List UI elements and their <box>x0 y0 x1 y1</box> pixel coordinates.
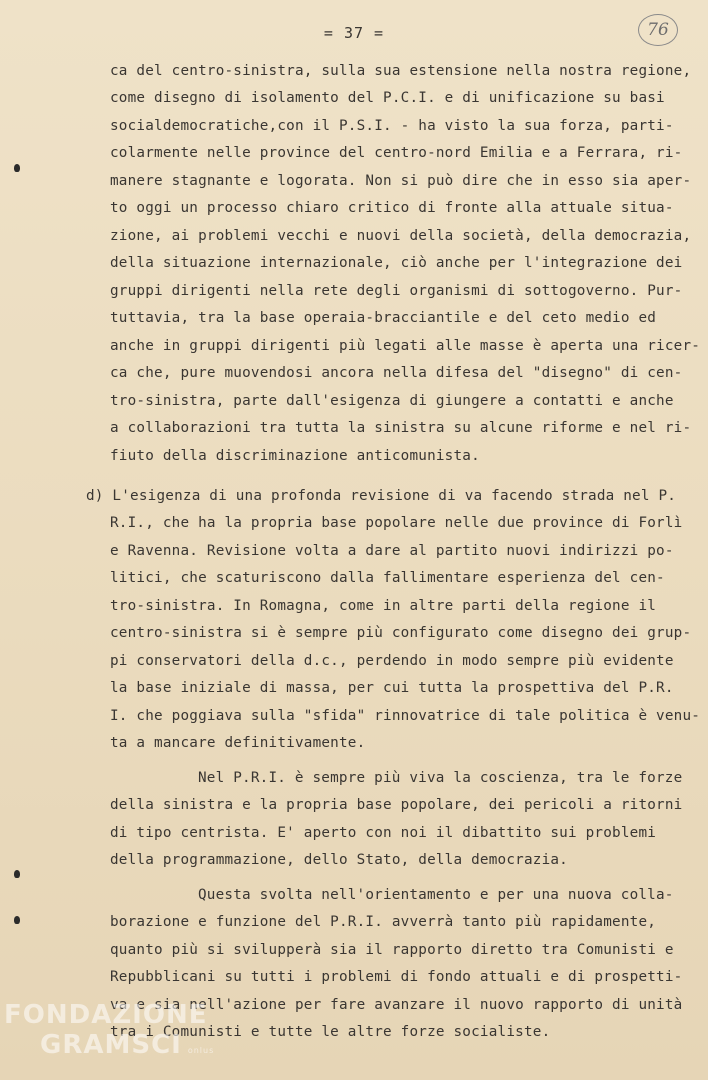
text-line: anche in gruppi dirigenti più legati alle masse è aperta una ricer- <box>110 338 701 354</box>
text-line: d) L'esigenza di una profonda revisione di va facendo strada nel P. <box>86 488 677 504</box>
text-line: borazione e funzione del P.R.I. avverrà tanto più rapidamente, <box>110 914 657 930</box>
text-line: centro-sinistra si è sempre più configurato come disegno dei grup- <box>110 625 692 641</box>
page-number: = 37 = <box>323 24 385 42</box>
text-line: Repubblicani su tutti i problemi di fondo attuali e di prospetti- <box>110 969 683 985</box>
text-line: ca che, pure muovendosi ancora nella difesa del "disegno" di cen- <box>110 365 683 381</box>
text-line: Nel P.R.I. è sempre più viva la coscienza, tra le forze <box>198 770 683 786</box>
watermark <box>4 1000 214 1060</box>
watermark-line: onlus <box>187 1046 215 1055</box>
text-line: di tipo centrista. E' aperto con noi il dibattito sui problemi <box>110 825 657 841</box>
text-line: come disegno di isolamento del P.C.I. e di unificazione su basi <box>110 90 665 106</box>
text-line: ca del centro-sinistra, sulla sua estensione nella nostra regione, <box>110 63 692 79</box>
text-line: gruppi dirigenti nella rete degli organismi di sottogoverno. Pur- <box>110 283 683 299</box>
text-line: socialdemocratiche,con il P.S.I. - ha visto la sua forza, parti- <box>110 118 674 134</box>
text-line: fiuto della discriminazione anticomunista. <box>110 448 480 464</box>
text-line: a collaborazioni tra tutta la sinistra su alcune riforme e nel ri- <box>110 420 692 436</box>
text-line: R.I., che ha la propria base popolare nelle due province di Forlì <box>110 515 683 531</box>
text-line: Questa svolta nell'orientamento e per una nuova colla- <box>198 887 674 903</box>
text-line: della sinistra e la propria base popolare, dei pericoli a ritorni <box>110 797 683 813</box>
margin-mark <box>14 916 20 924</box>
text-line: tro-sinistra. In Romagna, come in altre parti della regione il <box>110 598 657 614</box>
text-line: zione, ai problemi vecchi e nuovi della società, della democrazia, <box>110 228 692 244</box>
text-line: ta a mancare definitivamente. <box>110 735 366 751</box>
text-line: tro-sinistra, parte dall'esigenza di giungere a contatti e anche <box>110 393 674 409</box>
margin-mark <box>14 870 20 878</box>
text-line: manere stagnante e logorata. Non si può dire che in esso sia aper- <box>110 173 692 189</box>
archive-number-stamp: 76 <box>638 14 678 46</box>
text-line: va e sia nell'azione per fare avanzare il nuovo rapporto di unità <box>110 997 683 1013</box>
text-line: litici, che scaturiscono dalla fallimentare esperienza del cen- <box>110 570 665 586</box>
text-line: tra i Comunisti e tutte le altre forze socialiste. <box>110 1024 551 1040</box>
margin-mark <box>14 164 20 172</box>
text-line: della programmazione, dello Stato, della democrazia. <box>110 852 568 868</box>
text-line: I. che poggiava sulla "sfida" rinnovatrice di tale politica è venu- <box>110 708 701 724</box>
text-line: quanto più si svilupperà sia il rapporto diretto tra Comunisti e <box>110 942 674 958</box>
watermark-line: FONDAZIONE <box>4 1000 208 1030</box>
text-line: tuttavia, tra la base operaia-bracciantile e del ceto medio ed <box>110 310 657 326</box>
text-line: colarmente nelle province del centro-nord Emilia e a Ferrara, ri- <box>110 145 683 161</box>
text-line: to oggi un processo chiaro critico di fronte alla attuale situa- <box>110 200 674 216</box>
text-line: e Ravenna. Revisione volta a dare al partito nuovi indirizzi po- <box>110 543 674 559</box>
text-line: della situazione internazionale, ciò anche per l'integrazione dei <box>110 255 683 271</box>
watermark-line: GRAMSCI <box>40 1030 182 1060</box>
text-line: pi conservatori della d.c., perdendo in modo sempre più evidente <box>110 653 674 669</box>
text-line: la base iniziale di massa, per cui tutta la prospettiva del P.R. <box>110 680 674 696</box>
